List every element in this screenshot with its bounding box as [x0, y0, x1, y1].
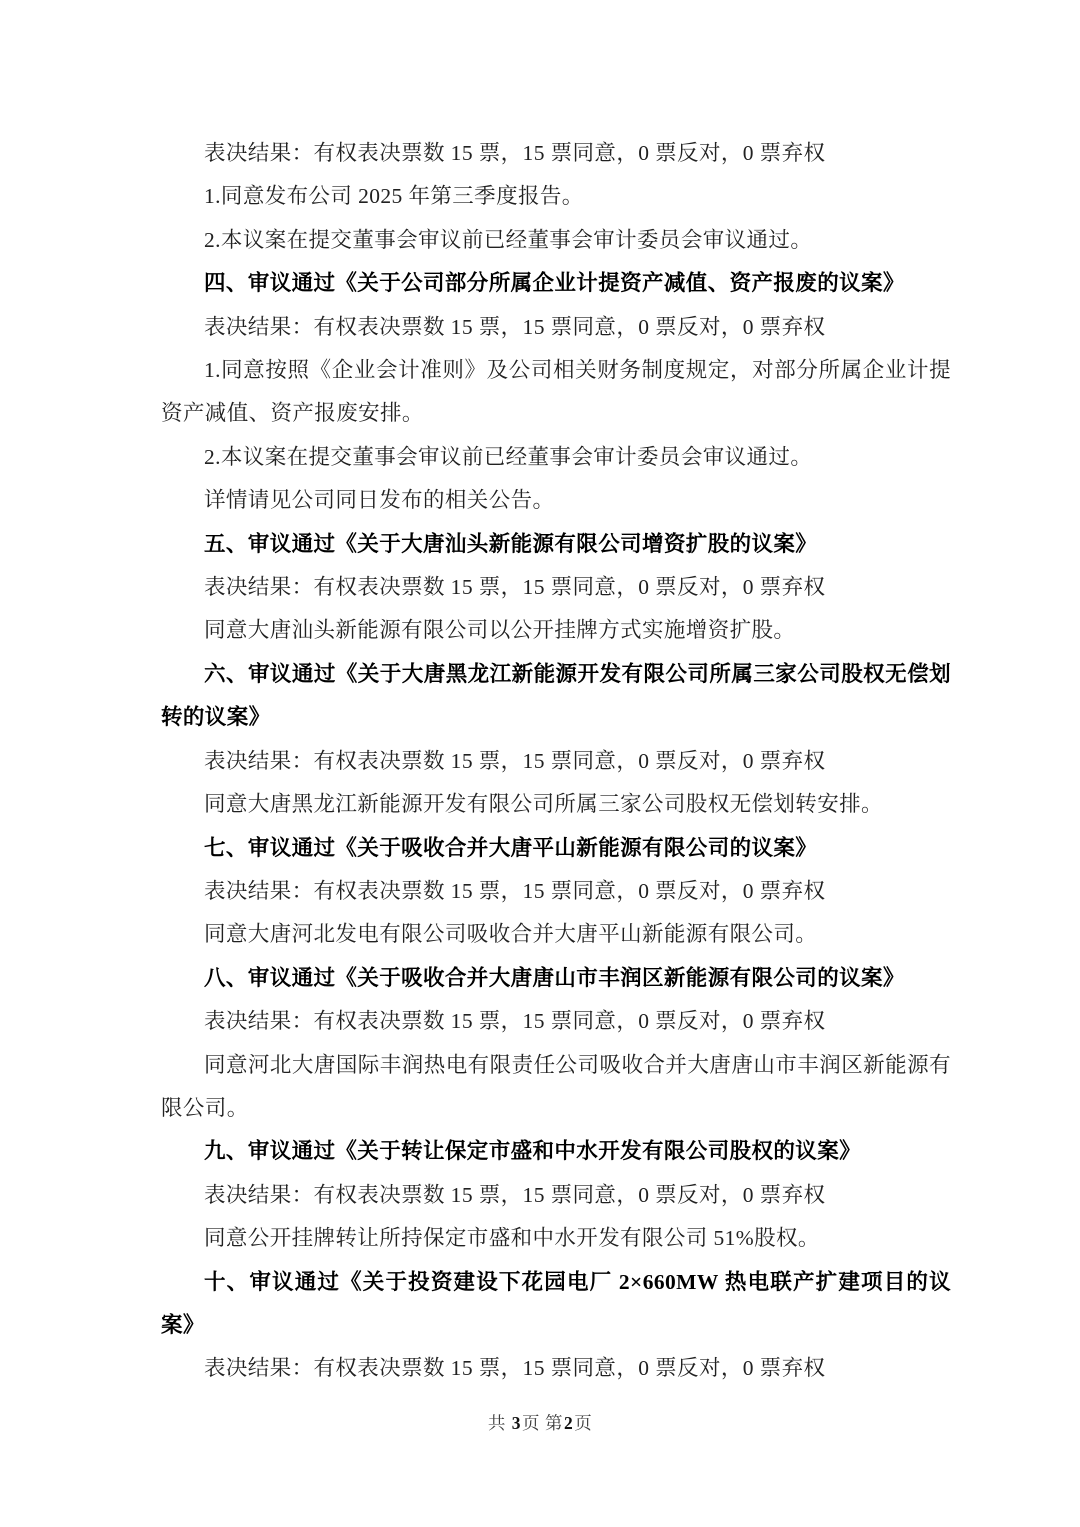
footer-current-unit: 页 [574, 1413, 593, 1433]
body-paragraph: 同意大唐河北发电有限公司吸收合并大唐平山新能源有限公司。 [204, 922, 818, 947]
agenda-item-heading: 五、审议通过《关于大唐汕头新能源有限公司增资扩股的议案》 [204, 531, 818, 556]
body-paragraph: 表决结果：有权表决票数 15 票，15 票同意，0 票反对，0 票弃权 [204, 1182, 826, 1207]
body-paragraph: 同意公开挂牌转让所持保定市盛和中水开发有限公司 51%股权。 [204, 1226, 820, 1251]
agenda-item-heading: 四、审议通过《关于公司部分所属企业计提资产减值、资产报废的议案》 [204, 271, 905, 296]
body-paragraph: 表决结果：有权表决票数 15 票，15 票同意，0 票反对，0 票弃权 [204, 878, 826, 903]
footer-current-label: 第 [544, 1413, 563, 1433]
body-paragraph: 同意河北大唐国际丰润热电有限责任公司吸收合并大唐唐山市丰润区新能源有限公司。 [161, 1052, 951, 1120]
document-body [161, 132, 951, 1391]
footer-total-label: 共 [487, 1413, 511, 1433]
body-paragraph: 表决结果：有权表决票数 15 票，15 票同意，0 票反对，0 票弃权 [204, 1356, 826, 1381]
body-paragraph: 同意大唐黑龙江新能源开发有限公司所属三家公司股权无偿划转安排。 [204, 792, 883, 817]
footer-current-page: 2 [563, 1413, 574, 1433]
page-footer [0, 1408, 1080, 1438]
body-paragraph: 表决结果：有权表决票数 15 票，15 票同意，0 票反对，0 票弃权 [204, 314, 826, 339]
body-paragraph: 同意大唐汕头新能源有限公司以公开挂牌方式实施增资扩股。 [204, 618, 796, 643]
footer-total-pages: 3 [511, 1413, 521, 1433]
body-paragraph: 2.本议案在提交董事会审议前已经董事会审计委员会审议通过。 [204, 227, 813, 252]
agenda-item-heading: 七、审议通过《关于吸收合并大唐平山新能源有限公司的议案》 [204, 835, 818, 860]
agenda-item-heading: 八、审议通过《关于吸收合并大唐唐山市丰润区新能源有限公司的议案》 [204, 965, 905, 990]
body-paragraph: 表决结果：有权表决票数 15 票，15 票同意，0 票反对，0 票弃权 [204, 575, 826, 600]
body-paragraph: 2.本议案在提交董事会审议前已经董事会审计委员会审议通过。 [204, 444, 813, 469]
body-paragraph: 表决结果：有权表决票数 15 票，15 票同意，0 票反对，0 票弃权 [204, 748, 826, 773]
agenda-item-heading: 六、审议通过《关于大唐黑龙江新能源开发有限公司所属三家公司股权无偿划转的议案》 [161, 661, 951, 730]
body-paragraph: 1.同意按照《企业会计准则》及公司相关财务制度规定，对部分所属企业计提资产减值、资产报废安排。 [161, 358, 951, 426]
footer-total-unit: 页 [521, 1413, 540, 1433]
body-paragraph: 详情请见公司同日发布的相关公告。 [204, 488, 555, 513]
agenda-item-heading: 九、审议通过《关于转让保定市盛和中水开发有限公司股权的议案》 [204, 1139, 862, 1164]
body-paragraph: 表决结果：有权表决票数 15 票，15 票同意，0 票反对，0 票弃权 [204, 141, 826, 165]
body-paragraph: 表决结果：有权表决票数 15 票，15 票同意，0 票反对，0 票弃权 [204, 1009, 826, 1034]
agenda-item-heading: 十、审议通过《关于投资建设下花园电厂 2×660MW 热电联产扩建项目的议案》 [161, 1269, 951, 1337]
body-paragraph: 1.同意发布公司 2025 年第三季度报告。 [204, 184, 584, 209]
